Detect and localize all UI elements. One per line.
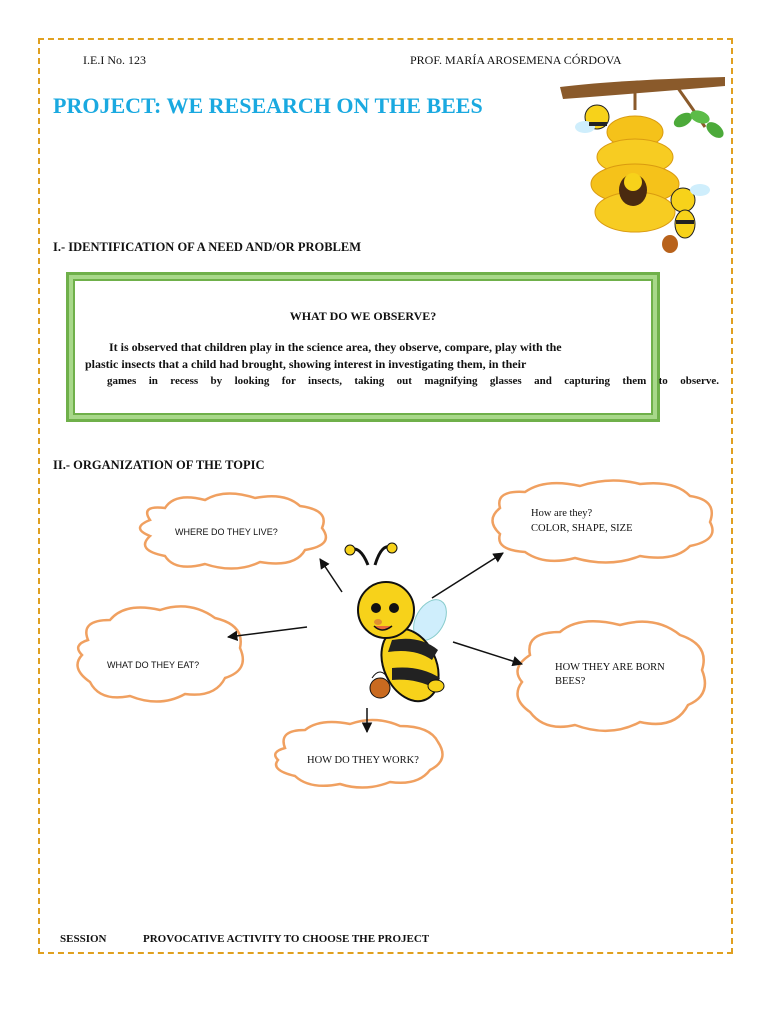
session-label: SESSION xyxy=(60,933,107,945)
how-born-line-2: BEES? xyxy=(555,676,586,687)
observation-line-2: plastic insects that a child had brought, showing interest in investigating them, in their xyxy=(85,357,527,371)
page-title: PROJECT: WE RESEARCH ON THE BEES xyxy=(53,93,483,118)
how-born-line-1: HOW THEY ARE BORN xyxy=(555,662,665,673)
cloud-what-eat xyxy=(78,606,243,701)
how-are-they-question: How are they? xyxy=(531,508,593,519)
arrow-to-where xyxy=(320,559,342,592)
arrow-to-eat xyxy=(228,627,307,637)
observation-line-3: games in recess by looking for insects, taking out magnifying glasses and capturing them to observe. xyxy=(107,375,719,387)
how-work-text: HOW DO THEY WORK? xyxy=(307,755,419,766)
what-eat-text: WHAT DO THEY EAT? xyxy=(107,660,200,670)
beehive-illustration xyxy=(555,72,730,267)
section-identification-heading: I.- IDENTIFICATION OF A NEED AND/OR PROBLEM xyxy=(53,240,362,254)
observation-box xyxy=(66,272,719,422)
section-organization-heading: II.- ORGANIZATION OF THE TOPIC xyxy=(53,458,265,472)
activity-label: PROVOCATIVE ACTIVITY TO CHOOSE THE PROJECT xyxy=(143,933,430,945)
cloud-how-are-they xyxy=(493,480,713,562)
observation-line-1: It is observed that children play in the science area, they observe, compare, play with the xyxy=(109,340,562,354)
observation-heading: WHAT DO WE OBSERVE? xyxy=(289,309,437,323)
how-are-they-answer: COLOR, SHAPE, SIZE xyxy=(531,523,633,534)
bee-illustration xyxy=(345,543,453,710)
school-name: I.E.I No. 123 xyxy=(83,53,146,67)
arrow-to-born xyxy=(453,642,522,664)
cloud-how-born xyxy=(518,621,705,731)
teacher-name: PROF. MARÍA AROSEMENA CÓRDOVA xyxy=(410,53,622,67)
arrow-to-how xyxy=(432,553,503,598)
where-live-text: WHERE DO THEY LIVE? xyxy=(175,527,278,537)
cloud-how-work xyxy=(275,720,442,788)
